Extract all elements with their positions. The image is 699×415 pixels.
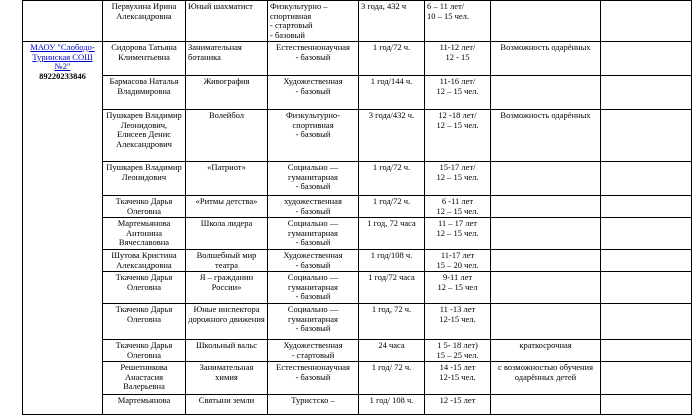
teacher-cell: Пушкарев Владимир Леонидович: [103, 162, 186, 196]
program-cell: Я – гражданин России»: [186, 272, 268, 304]
students-cell: 11-12 лет/ 12 - 15: [425, 42, 491, 76]
teacher-cell: Бармасова Наталья Владимировна: [103, 76, 186, 110]
table-row: [23, 304, 692, 340]
teacher-cell: Мартемьянова: [103, 395, 186, 415]
duration-cell: 1 год/72 ч.: [359, 42, 425, 76]
students-cell: 1 5- 18 лет) 15 – 25 чел.: [425, 340, 491, 362]
note-cell: [491, 218, 601, 250]
note-cell: [491, 76, 601, 110]
note-cell: с возможностью обучения одарённых детей: [491, 362, 601, 395]
teacher-cell: Решетникова Анастасия Валерьевна: [103, 362, 186, 395]
extra-cell: [601, 218, 692, 250]
teacher-cell: Мартемьянова Антонина Вячеславовна: [103, 218, 186, 250]
direction-cell: Социально — гуманитарная - базовый: [268, 218, 359, 250]
students-cell: 6 -11 лет 12 – 15 чел.: [425, 196, 491, 218]
teacher-cell: Шутова Кристина Александровна: [103, 250, 186, 272]
duration-cell: 1 год/108 ч.: [359, 250, 425, 272]
extra-cell: [601, 395, 692, 415]
direction-cell: Художественная - базовый: [268, 76, 359, 110]
direction-cell: Художественная - базовый: [268, 250, 359, 272]
program-cell: Волейбол: [186, 110, 268, 162]
teacher-cell: Ткаченко Дарья Олеговна: [103, 196, 186, 218]
direction-cell: Туристско –: [268, 395, 359, 415]
teacher-cell: Первухина Ирина Александровна: [103, 1, 186, 42]
direction-cell: художественная - базовый: [268, 196, 359, 218]
duration-cell: 24 часа: [359, 340, 425, 362]
students-cell: 11 -13 лет 12-15 чел.: [425, 304, 491, 340]
duration-cell: 1 год/ 108 ч.: [359, 395, 425, 415]
note-cell: Возможность одарённых: [491, 42, 601, 76]
teacher-cell: Ткаченко Дарья Олеговна: [103, 304, 186, 340]
organization-link[interactable]: МАОУ "Слободо-Туринская СОШ №2": [30, 42, 95, 72]
program-cell: Школьный вальс: [186, 340, 268, 362]
program-cell: Занимательная химия: [186, 362, 268, 395]
students-cell: 11-17 лет 15 – 20 чел.: [425, 250, 491, 272]
note-cell: [491, 196, 601, 218]
students-cell: 9-11 лет 12 – 15 чел: [425, 272, 491, 304]
extra-cell: [601, 162, 692, 196]
direction-cell: Социально — гуманитарная - базовый: [268, 304, 359, 340]
students-cell: 11-16 лет/ 12 – 15 чел.: [425, 76, 491, 110]
extra-cell: [601, 272, 692, 304]
students-cell: 15-17 лет/ 12 – 15 чел.: [425, 162, 491, 196]
students-cell: 11 – 17 лет 12 – 15 чел.: [425, 218, 491, 250]
extra-cell: [601, 196, 692, 218]
students-cell: 12 -15 лет: [425, 395, 491, 415]
duration-cell: 1 год/ 72 ч.: [359, 362, 425, 395]
direction-cell: Физкультурно-спортивная - базовый: [268, 110, 359, 162]
direction-cell: Естественнонаучная - базовый: [268, 362, 359, 395]
duration-cell: 1 год, 72 ч.: [359, 304, 425, 340]
table-row: [23, 42, 692, 76]
table-row: [23, 340, 692, 362]
note-cell: [491, 272, 601, 304]
table-row: [23, 395, 692, 415]
teacher-cell: Ткаченко Дарья Олеговна: [103, 272, 186, 304]
table-row: [23, 272, 692, 304]
table-row: [23, 196, 692, 218]
note-cell: краткосрочная: [491, 340, 601, 362]
note-cell: [491, 162, 601, 196]
note-cell: [491, 250, 601, 272]
students-cell: 6 – 11 лет/ 10 – 15 чел.: [425, 1, 491, 42]
duration-cell: 1 год/72 ч.: [359, 162, 425, 196]
extra-cell: [601, 250, 692, 272]
direction-cell: Социально — гуманитарная - базовый: [268, 162, 359, 196]
extra-cell: [601, 340, 692, 362]
program-cell: Школа лидера: [186, 218, 268, 250]
extra-cell: [601, 1, 692, 42]
direction-cell: Естественнонаучная - базовый: [268, 42, 359, 76]
program-cell: Волшебный мир театра: [186, 250, 268, 272]
direction-cell: Художественная - стартовый: [268, 340, 359, 362]
table-row: [23, 250, 692, 272]
table-row-top: [23, 1, 692, 42]
teacher-cell: Пушкарев Владимир Леонидович, Елисеев Денис Александрович: [103, 110, 186, 162]
table-row: [23, 110, 692, 162]
duration-cell: 3 года, 432 ч: [359, 1, 425, 42]
organization-cell: [23, 42, 103, 415]
table-row: [23, 162, 692, 196]
programs-table: [22, 0, 692, 415]
direction-cell: Физкультурно – спортивная - стартовый - базовый: [268, 1, 359, 42]
program-cell: Юные инспектора дорожного движения: [186, 304, 268, 340]
table-row: [23, 76, 692, 110]
program-cell: «Патриот»: [186, 162, 268, 196]
duration-cell: 1 год, 72 часа: [359, 218, 425, 250]
extra-cell: [601, 304, 692, 340]
table-row: [23, 218, 692, 250]
program-cell: Юный шахматист: [186, 1, 268, 42]
direction-cell: Социально — гуманитарная - базовый: [268, 272, 359, 304]
extra-cell: [601, 76, 692, 110]
organization-cell-empty: [23, 1, 103, 42]
duration-cell: 1 год/144 ч.: [359, 76, 425, 110]
extra-cell: [601, 362, 692, 395]
students-cell: 12 -18 лет/ 12 – 15 чел.: [425, 110, 491, 162]
students-cell: 14 -15 лет 12-15 чел.: [425, 362, 491, 395]
duration-cell: 3 года/432 ч.: [359, 110, 425, 162]
program-cell: Живография: [186, 76, 268, 110]
extra-cell: [601, 110, 692, 162]
duration-cell: 1 год/72 часа: [359, 272, 425, 304]
note-cell: [491, 304, 601, 340]
program-cell: Святыни земли: [186, 395, 268, 415]
organization-phone: 89220233846: [39, 70, 86, 81]
teacher-cell: Сидорова Татьяна Климентьевна: [103, 42, 186, 76]
note-cell: [491, 395, 601, 415]
note-cell: Возможность одарённых: [491, 110, 601, 162]
table-row: [23, 362, 692, 395]
note-cell: [491, 1, 601, 42]
teacher-cell: Ткаченко Дарья Олеговна: [103, 340, 186, 362]
program-cell: Занимательная ботаника: [186, 42, 268, 76]
program-cell: «Ритмы детства»: [186, 196, 268, 218]
duration-cell: 1 год/72 ч.: [359, 196, 425, 218]
extra-cell: [601, 42, 692, 76]
